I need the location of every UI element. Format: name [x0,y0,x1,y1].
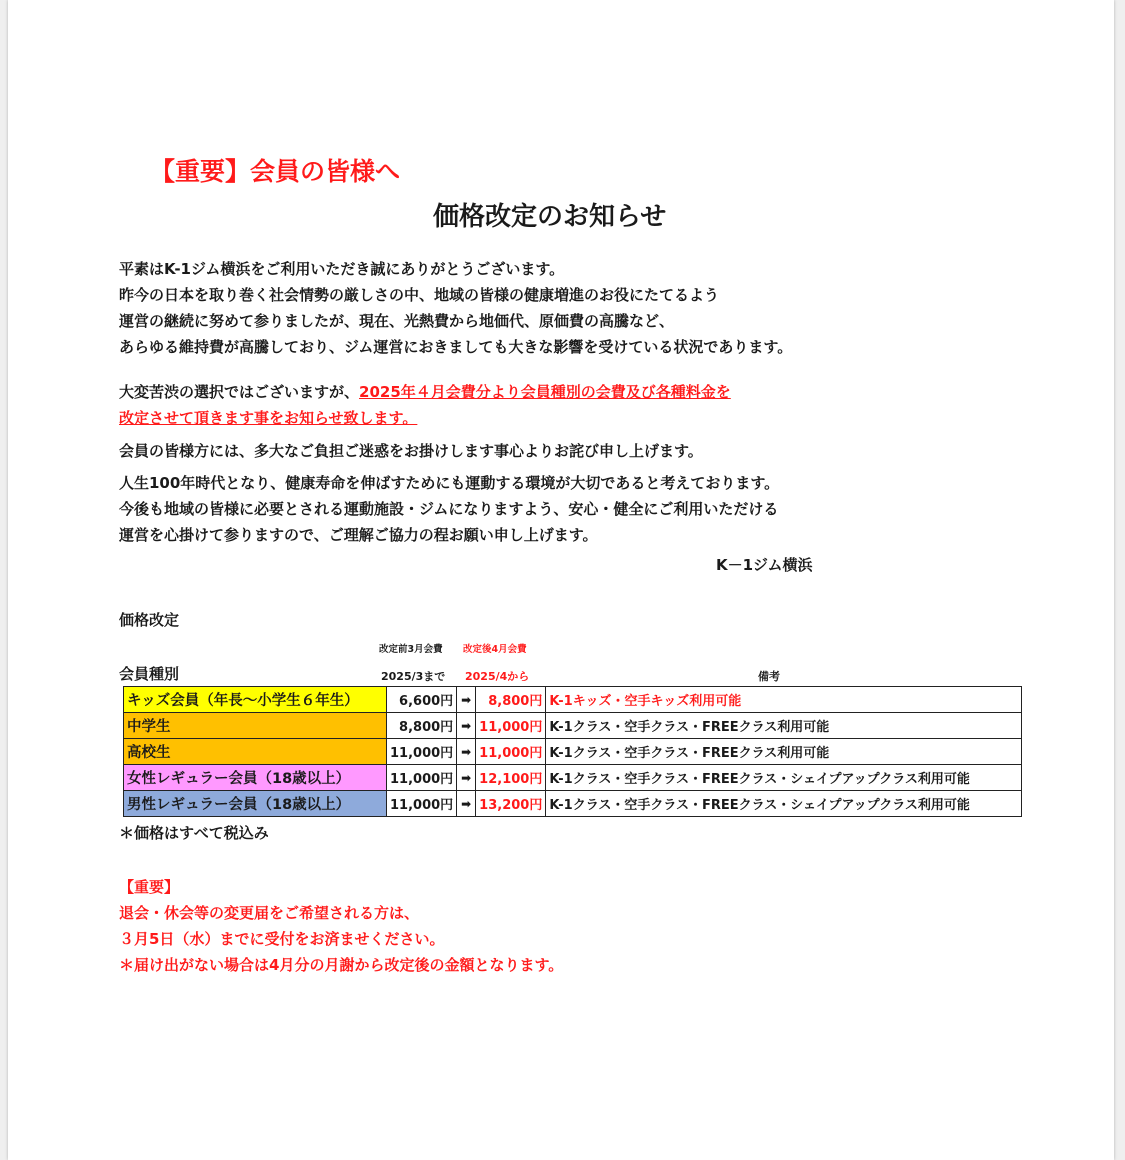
column-header-after: 2025/4から [465,670,530,683]
category-cell: キッズ会員（年長～小学生６年生） [124,687,387,713]
after-fee-caption: 改定後4月会費 [463,644,527,655]
paragraph-line: あらゆる維持費が高騰しており、ジム運営におきましても大きな影響を受けている状況であります。 [119,338,793,356]
table-row [124,713,1022,739]
paragraph-line: 運営の継続に努めて参りましたが、現在、光熱費から地価代、原価費の高騰など、 [119,312,675,330]
arrow-icon: ➡ [457,739,476,765]
announcement-line [119,379,731,405]
column-header-before: 2025/3まで [381,670,446,683]
important-notice [119,874,563,978]
announcement-highlight-line: 改定させて頂きます事をお知らせ致します。 [119,409,418,427]
important-line: ３月5日（水）までに受付をお済ませください。 [119,930,445,948]
remark-cell: K-1クラス・空手クラス・FREEクラス・シェイプアップクラス利用可能 [546,765,1022,791]
before-price-cell: 6,600円 [387,687,457,713]
price-table [123,686,1022,817]
apology-text: 会員の皆様方には、多大なご負担ご迷惑をお掛けします事心よりお詫び申し上げます。 [119,442,703,460]
category-cell: 男性レギュラー会員（18歳以上） [124,791,387,817]
after-price-cell: 13,200円 [476,791,546,817]
remark-cell: K-1キッズ・空手キッズ利用可能 [546,687,1022,713]
announcement-highlight: 2025年４月会費分より会員種別の会費及び各種料金を [359,383,731,401]
column-header-category: 会員種別 [119,665,180,683]
before-price-cell: 11,000円 [387,739,457,765]
remark-cell: K-1クラス・空手クラス・FREEクラス利用可能 [546,739,1022,765]
paragraph-intro [119,256,792,360]
after-price-cell: 11,000円 [476,713,546,739]
arrow-icon: ➡ [457,765,476,791]
table-row [124,765,1022,791]
important-line: ＊届け出がない場合は4月分の月謝から改定後の金額となります。 [119,956,564,974]
paragraph-line: 昨今の日本を取り巻く社会情勢の厳しさの中、地域の皆様の健康増進のお役にたてるよう [119,286,720,304]
document-page [8,0,1114,1160]
arrow-icon: ➡ [457,687,476,713]
paragraph-line: 平素はK-1ジム横浜をご利用いただき誠にありがとうございます。 [119,260,565,278]
signature: K－1ジム横浜 [716,556,813,574]
paragraph-line: 運営を心掛けて参りますので、ご理解ご協力の程お願い申し上げます。 [119,526,598,544]
paragraph-line: 人生100年時代となり、健康寿命を伸ばすためにも運動する環境が大切であると考えております。 [119,474,780,492]
before-fee-caption: 改定前3月会費 [379,644,443,655]
remark-cell: K-1クラス・空手クラス・FREEクラス利用可能 [546,713,1022,739]
category-cell: 中学生 [124,713,387,739]
category-cell: 女性レギュラー会員（18歳以上） [124,765,387,791]
before-price-cell: 11,000円 [387,791,457,817]
table-row [124,791,1022,817]
paragraph-closing [119,470,779,548]
important-line: 退会・休会等の変更届をご希望される方は、 [119,904,420,922]
remark-cell: K-1クラス・空手クラス・FREEクラス・シェイプアップクラス利用可能 [546,791,1022,817]
before-price-cell: 11,000円 [387,765,457,791]
announcement-prefix: 大変苦渋の選択ではございますが、 [119,383,360,401]
notice-title: 価格改定のお知らせ [433,202,667,232]
after-price-cell: 12,100円 [476,765,546,791]
arrow-icon: ➡ [457,791,476,817]
arrow-icon: ➡ [457,713,476,739]
paragraph-announcement [119,379,731,431]
after-price-cell: 11,000円 [476,739,546,765]
price-section-title: 価格改定 [119,611,180,629]
tax-note: ＊価格はすべて税込み [119,824,269,842]
paragraph-line: 今後も地域の皆様に必要とされる運動施設・ジムになりますよう、安心・健全にご利用いただける [119,500,779,518]
before-price-cell: 8,800円 [387,713,457,739]
after-price-cell: 8,800円 [476,687,546,713]
column-header-remark: 備考 [758,670,780,683]
important-label: 【重要】 [119,878,180,896]
notice-heading: 【重要】会員の皆様へ [150,157,401,186]
table-row [124,739,1022,765]
table-row [124,687,1022,713]
category-cell: 高校生 [124,739,387,765]
